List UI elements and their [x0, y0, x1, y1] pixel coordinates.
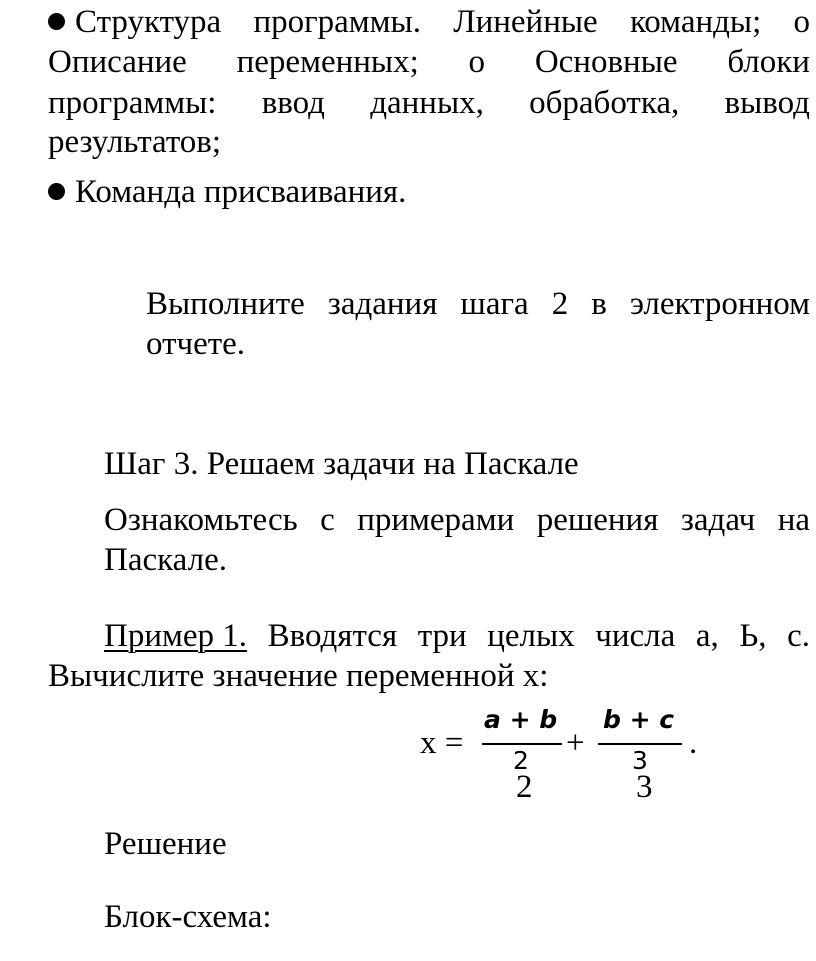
formula-denominator-1: 2	[516, 769, 533, 805]
word: Основные	[534, 44, 678, 80]
word: электронном	[629, 286, 810, 322]
word: блоки	[727, 44, 810, 80]
fraction-2-numerator: b + c	[603, 705, 675, 734]
word: ввод	[261, 85, 325, 121]
word: с.	[787, 618, 810, 654]
word: числа	[595, 618, 676, 654]
word: задач	[680, 502, 756, 538]
word: с	[320, 502, 335, 538]
formula-plus: +	[566, 725, 585, 761]
word: команды;	[629, 4, 762, 40]
word: обработка,	[529, 85, 680, 121]
word: о	[468, 44, 486, 80]
fraction-1-numerator: a + b	[484, 705, 558, 734]
step-3-heading: Шаг 3. Решаем задачи на Паскале	[104, 446, 579, 482]
word: на	[777, 502, 810, 538]
bullet-item-1-line-2	[48, 42, 810, 82]
fraction-1-bar	[482, 743, 562, 745]
word: о	[793, 4, 810, 40]
word: Выполните	[146, 286, 305, 322]
task-note-line-1	[146, 284, 810, 324]
word: Ь,	[739, 618, 767, 654]
word: Линейные	[453, 4, 598, 40]
word: вывод	[724, 85, 810, 121]
example-1-line-1	[104, 616, 810, 656]
formula-denominator-2: 3	[636, 769, 653, 805]
task-note-line-2: отчете.	[146, 326, 246, 362]
word: Описание	[48, 44, 187, 80]
fraction-1-denominator-clipped: 2	[513, 746, 529, 775]
word: Структура	[75, 4, 222, 40]
formula-lhs: х =	[420, 725, 464, 761]
word: 2	[551, 286, 569, 322]
word: переменных;	[236, 44, 419, 80]
word: решения	[536, 502, 659, 538]
word: шага	[460, 286, 529, 322]
bullet-item-1-line-3	[48, 83, 810, 123]
bullet-dot-icon	[48, 13, 65, 30]
word: данных,	[370, 85, 484, 121]
word: задания	[327, 286, 438, 322]
formula-end-period: .	[689, 725, 698, 761]
bullet-dot-icon	[48, 183, 65, 200]
word: Вводятся	[267, 618, 398, 654]
word: а,	[695, 618, 719, 654]
example-1-line-2: Вычислите значение переменной х:	[48, 658, 549, 694]
solution-label: Решение	[104, 826, 227, 862]
word: три	[417, 618, 467, 654]
fraction-2-bar	[598, 743, 682, 745]
flowchart-label: Блок-схема:	[104, 899, 272, 935]
example-1-label: Пример 1.	[104, 618, 248, 654]
bullet-item-1-line-4: результатов;	[48, 124, 222, 160]
step-3-intro-line-2: Паскале.	[104, 542, 227, 578]
bullet-item-1-line-1	[48, 2, 810, 42]
word: программы:	[48, 85, 217, 121]
fraction-2-denominator-clipped: 3	[632, 746, 648, 775]
word: примерами	[357, 502, 515, 538]
bullet-item-2	[48, 172, 406, 212]
word: Ознакомьтесь	[104, 502, 298, 538]
word: программы.	[253, 4, 421, 40]
word: целых	[487, 618, 575, 654]
word: в	[591, 286, 607, 322]
step-3-intro-line-1	[104, 500, 810, 540]
bullet-item-2-text: Команда присваивания.	[75, 174, 407, 210]
